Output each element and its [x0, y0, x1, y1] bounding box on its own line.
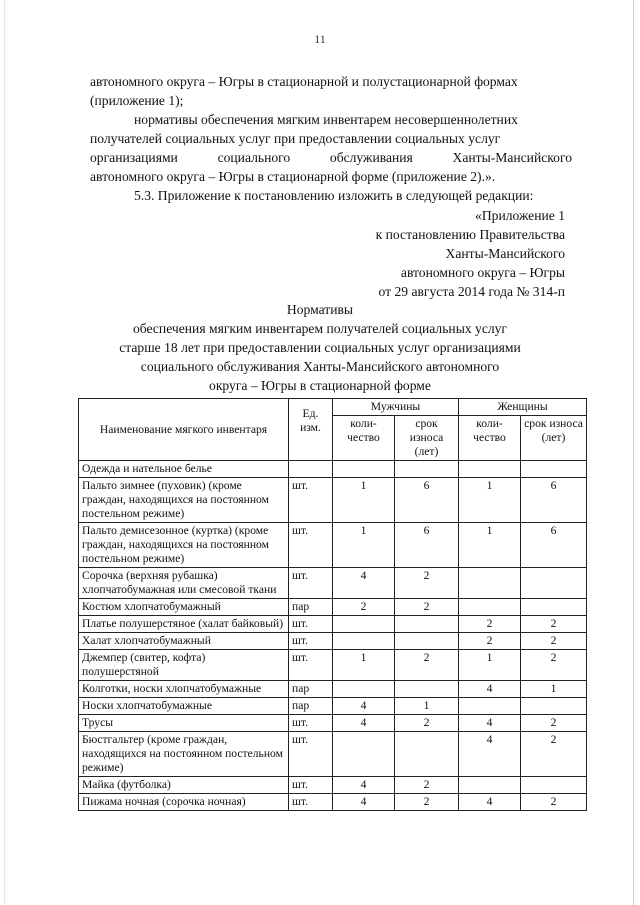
- women-qty: 4: [459, 715, 521, 732]
- item-unit: шт.: [289, 794, 333, 811]
- item-unit: шт.: [289, 616, 333, 633]
- intro-line-1: автономного округа – Югры в стационарной и полустационарной формах: [90, 74, 518, 89]
- men-qty: [333, 681, 395, 698]
- section-cell: [459, 461, 521, 478]
- title-line-2: обеспечения мягким инвентарем получателей социальных услуг: [132, 321, 508, 336]
- table-row: [79, 599, 587, 616]
- item-unit: шт.: [289, 732, 333, 777]
- men-term: [395, 681, 459, 698]
- appendix-line-2: к постановлению Правительства: [375, 227, 565, 242]
- women-qty: 1: [459, 523, 521, 568]
- men-qty: 4: [333, 698, 395, 715]
- title-line-5: округа – Югры в стационарной форме: [209, 378, 431, 393]
- table-row: [79, 478, 587, 523]
- women-qty: [459, 568, 521, 599]
- women-term: [521, 599, 587, 616]
- table-row: [79, 698, 587, 715]
- appendix-line-5: от 29 августа 2014 года № 314-п: [378, 284, 565, 299]
- men-qty: 4: [333, 794, 395, 811]
- men-qty: 2: [333, 599, 395, 616]
- men-qty: 1: [333, 650, 395, 681]
- item-unit: шт.: [289, 777, 333, 794]
- item-unit: шт.: [289, 650, 333, 681]
- item-unit: шт.: [289, 523, 333, 568]
- table-row: [79, 777, 587, 794]
- intro-word-2: социального: [217, 150, 291, 165]
- women-qty: 2: [459, 633, 521, 650]
- section-row: [79, 461, 587, 478]
- intro-line-3: нормативы обеспечения мягким инвентарем несовершеннолетних: [134, 112, 518, 127]
- women-term: 6: [521, 478, 587, 523]
- table-row: [79, 794, 587, 811]
- men-term: 6: [395, 523, 459, 568]
- norms-table: [78, 398, 587, 811]
- section-cell: [289, 461, 333, 478]
- item-name: Бюстгальтер (кроме граждан, находящихся на постоянном постельном режиме): [79, 732, 289, 777]
- men-qty: 4: [333, 715, 395, 732]
- women-qty: 4: [459, 681, 521, 698]
- intro-word-3: обслуживания: [329, 150, 413, 165]
- header-men-qty: коли-чество: [333, 416, 395, 461]
- header-women-term: срок износа (лет): [521, 416, 587, 461]
- intro-line-7: 5.3. Приложение к постановлению изложить в следующей редакции:: [134, 188, 534, 203]
- men-qty: 4: [333, 777, 395, 794]
- men-term: [395, 732, 459, 777]
- intro-line-5: [90, 148, 572, 167]
- page-number: 11: [314, 32, 326, 46]
- men-term: 6: [395, 478, 459, 523]
- women-term: 2: [521, 732, 587, 777]
- men-term: 1: [395, 698, 459, 715]
- table-row: [79, 633, 587, 650]
- women-qty: [459, 777, 521, 794]
- section-label: Одежда и нательное белье: [79, 461, 289, 478]
- header-men: Мужчины: [333, 399, 459, 416]
- women-term: 1: [521, 681, 587, 698]
- table-row: [79, 715, 587, 732]
- men-term: [395, 633, 459, 650]
- item-unit: шт.: [289, 633, 333, 650]
- section-cell: [395, 461, 459, 478]
- table-row: [79, 681, 587, 698]
- women-qty: [459, 698, 521, 715]
- women-qty: 1: [459, 478, 521, 523]
- header-unit: Ед. изм.: [289, 399, 333, 461]
- scan-edge-right: [633, 0, 634, 905]
- intro-line-4: получателей социальных услуг при предоставлении социальных услуг: [90, 131, 501, 146]
- item-name: Платье полушерстяное (халат байковый): [79, 616, 289, 633]
- men-qty: 1: [333, 523, 395, 568]
- men-term: 2: [395, 599, 459, 616]
- scan-edge-left: [4, 0, 5, 905]
- women-term: 2: [521, 616, 587, 633]
- title-line-3: старше 18 лет при предоставлении социальных услуг организациями: [119, 340, 521, 355]
- item-unit: пар: [289, 681, 333, 698]
- item-name: Халат хлопчатобумажный: [79, 633, 289, 650]
- title-line-1: Нормативы: [286, 302, 354, 317]
- women-term: 6: [521, 523, 587, 568]
- item-name: Пальто зимнее (пуховик) (кроме граждан, находящихся на постоянном постельном режиме): [79, 478, 289, 523]
- section-cell: [521, 461, 587, 478]
- women-qty: 1: [459, 650, 521, 681]
- women-term: [521, 698, 587, 715]
- section-cell: [333, 461, 395, 478]
- item-name: Майка (футболка): [79, 777, 289, 794]
- table-row: [79, 568, 587, 599]
- men-qty: [333, 633, 395, 650]
- item-name: Пальто демисезонное (куртка) (кроме граждан, находящихся на постоянном постельном режиме): [79, 523, 289, 568]
- item-name: Сорочка (верхняя рубашка) хлопчатобумажная или смесовой ткани: [79, 568, 289, 599]
- item-name: Джемпер (свитер, кофта) полушерстяной: [79, 650, 289, 681]
- appendix-line-4: автономного округа – Югры: [400, 265, 565, 280]
- item-unit: шт.: [289, 478, 333, 523]
- table-row: [79, 650, 587, 681]
- men-qty: 1: [333, 478, 395, 523]
- men-term: 2: [395, 568, 459, 599]
- table-row: [79, 616, 587, 633]
- men-qty: 4: [333, 568, 395, 599]
- appendix-line-3: Ханты-Мансийского: [445, 246, 565, 261]
- intro-word-4: Ханты-Мансийского: [452, 150, 572, 165]
- women-term: 2: [521, 633, 587, 650]
- men-term: 2: [395, 715, 459, 732]
- intro-line-2: (приложение 1);: [90, 93, 184, 108]
- header-women-qty: коли-чество: [459, 416, 521, 461]
- appendix-line-1: «Приложение 1: [475, 208, 565, 223]
- item-unit: пар: [289, 698, 333, 715]
- men-term: 2: [395, 650, 459, 681]
- item-unit: шт.: [289, 715, 333, 732]
- women-term: 2: [521, 794, 587, 811]
- item-name: Трусы: [79, 715, 289, 732]
- item-name: Колготки, носки хлопчатобумажные: [79, 681, 289, 698]
- men-term: [395, 616, 459, 633]
- table-row: [79, 732, 587, 777]
- men-qty: [333, 732, 395, 777]
- women-term: [521, 568, 587, 599]
- item-unit: пар: [289, 599, 333, 616]
- header-women: Женщины: [459, 399, 587, 416]
- header-men-term: срок износа (лет): [395, 416, 459, 461]
- men-qty: [333, 616, 395, 633]
- item-unit: шт.: [289, 568, 333, 599]
- men-term: 2: [395, 777, 459, 794]
- women-qty: 4: [459, 794, 521, 811]
- women-term: 2: [521, 650, 587, 681]
- header-name: Наименование мягкого инвентаря: [79, 399, 289, 461]
- title-line-4: социального обслуживания Ханты-Мансийского автономного: [140, 359, 500, 374]
- item-name: Костюм хлопчатобумажный: [79, 599, 289, 616]
- item-name: Носки хлопчатобумажные: [79, 698, 289, 715]
- men-term: 2: [395, 794, 459, 811]
- women-term: 2: [521, 715, 587, 732]
- intro-word-1: организациями: [90, 150, 178, 165]
- table-row: [79, 523, 587, 568]
- item-name: Пижама ночная (сорочка ночная): [79, 794, 289, 811]
- women-qty: [459, 599, 521, 616]
- women-term: [521, 777, 587, 794]
- women-qty: 2: [459, 616, 521, 633]
- women-qty: 4: [459, 732, 521, 777]
- intro-line-6: автономного округа – Югры в стационарной форме (приложение 2).».: [90, 169, 496, 184]
